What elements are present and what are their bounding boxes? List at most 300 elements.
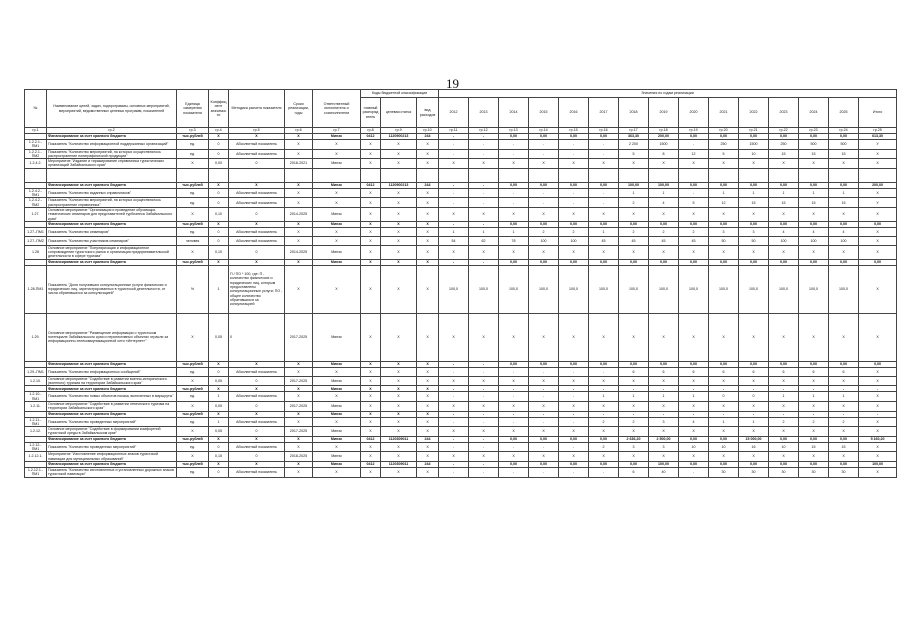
row-cell: 0,00 xyxy=(649,221,679,227)
row-cell: Х xyxy=(417,452,439,462)
row-cell: Минэк xyxy=(313,436,361,442)
row-cell: Х xyxy=(469,401,499,411)
row-cell: Х xyxy=(829,427,859,437)
header-values-group: Значения по годам реализации xyxy=(439,90,897,98)
row-cell: 0,00 xyxy=(739,361,769,367)
row-cell xyxy=(229,168,285,182)
header-year: 2016 xyxy=(559,98,589,128)
row-cell: Х xyxy=(381,207,417,221)
header-codes-group: Коды бюджетной классификации xyxy=(361,90,439,98)
header-year: 2020 xyxy=(679,98,709,128)
table-row xyxy=(25,227,897,236)
row-cell: 0,00 xyxy=(529,182,559,188)
row-cell: Х xyxy=(417,401,439,411)
row-cell: Х xyxy=(209,259,229,265)
row-cell: 0,00 xyxy=(709,182,739,188)
row-cell: - xyxy=(859,411,897,417)
row-cell: Х xyxy=(209,411,229,417)
row-cell: Х xyxy=(361,417,381,427)
row-cell: - xyxy=(559,417,589,427)
row-cell: 0,00 xyxy=(859,361,897,367)
row-cell: тыс.рублей xyxy=(177,436,209,442)
row-cell: 0,00 xyxy=(679,461,709,467)
row-cell: 1 xyxy=(709,188,739,198)
row-cell: 0,00 xyxy=(589,182,619,188)
row-cell: 16 xyxy=(739,442,769,452)
row-cell: - xyxy=(469,134,499,140)
row-cell: Х xyxy=(177,427,209,437)
row-cell: 50 xyxy=(739,236,769,245)
column-number: гр.17 xyxy=(619,128,649,134)
row-number: 1.27.-ПМ2 xyxy=(25,236,47,245)
row-cell: 0,00 xyxy=(709,436,739,442)
row-cell: 0,05 xyxy=(209,401,229,411)
row-cell: 0,00 xyxy=(559,134,589,140)
row-cell: Х xyxy=(361,386,381,392)
row-name: Показатель "Количество новых объектов показа, включенных в маршруты" xyxy=(47,392,177,402)
row-cell: 500 xyxy=(829,140,859,150)
row-cell: Х xyxy=(417,467,439,477)
row-cell: 100,0 xyxy=(589,265,619,313)
row-cell: Х xyxy=(417,198,439,208)
row-cell: Х xyxy=(859,227,897,236)
row-cell: 1120309011 xyxy=(381,436,417,442)
row-cell: Х xyxy=(313,467,361,477)
row-cell: Х xyxy=(229,134,285,140)
row-cell: Х xyxy=(313,149,361,159)
row-cell: 45 xyxy=(619,236,649,245)
row-cell: 15 xyxy=(829,149,859,159)
row-cell: 0,00 xyxy=(739,134,769,140)
row-cell: 0 xyxy=(209,227,229,236)
row-cell: - xyxy=(589,188,619,198)
row-cell: - xyxy=(439,417,469,427)
row-cell: - xyxy=(589,198,619,208)
row-cell: - xyxy=(469,411,499,417)
row-cell: - xyxy=(439,392,469,402)
row-cell: 1 xyxy=(469,227,499,236)
row-cell: Х xyxy=(859,401,897,411)
row-cell: Х xyxy=(649,452,679,462)
row-cell: 6 xyxy=(739,367,769,376)
row-cell: 0,00 xyxy=(739,221,769,227)
row-cell: Х xyxy=(709,313,739,361)
row-cell: - xyxy=(799,411,829,417)
row-cell: 244 xyxy=(417,461,439,467)
row-cell xyxy=(209,168,229,182)
row-cell: 1 xyxy=(209,417,229,427)
row-cell: Х xyxy=(313,367,361,376)
header-total: Итого xyxy=(859,98,897,128)
row-cell: Минэк xyxy=(313,411,361,417)
row-cell: - xyxy=(439,461,469,467)
row-cell: 0 xyxy=(229,207,285,221)
row-cell: 45 xyxy=(589,236,619,245)
row-cell: 5 xyxy=(709,149,739,159)
row-cell: 0,00 xyxy=(529,134,559,140)
row-cell: - xyxy=(499,417,529,427)
row-cell: Минэк xyxy=(313,182,361,188)
row-cell: 3 xyxy=(739,227,769,236)
column-number: гр.20 xyxy=(709,128,739,134)
row-cell: Х xyxy=(417,221,439,227)
row-cell xyxy=(679,168,709,182)
row-cell: Х xyxy=(859,245,897,259)
row-cell: 2 xyxy=(589,442,619,452)
row-cell: 10 xyxy=(739,149,769,159)
row-cell: 15 xyxy=(829,198,859,208)
row-cell: Х xyxy=(859,452,897,462)
header-year: 2023 xyxy=(769,98,799,128)
row-name: Показатель "Количество участников семинаров" xyxy=(47,236,177,245)
row-cell: Х xyxy=(417,207,439,221)
row-name: Финансирование за счет краевого бюджета xyxy=(47,436,177,442)
row-cell: 0 xyxy=(229,401,285,411)
row-cell: - xyxy=(679,467,709,477)
row-cell: - xyxy=(559,392,589,402)
row-name: Показатель "Количество информационной поддержанных организаций" xyxy=(47,140,177,150)
row-cell: Х xyxy=(499,207,529,221)
row-cell: - xyxy=(559,467,589,477)
header-year: 2015 xyxy=(529,98,559,128)
row-number: 1.2.10. xyxy=(25,376,47,386)
row-cell: Х xyxy=(381,411,417,417)
column-number: гр.7 xyxy=(313,128,361,134)
row-cell: 6 xyxy=(619,367,649,376)
row-cell: Х xyxy=(649,207,679,221)
row-cell: Х xyxy=(361,376,381,386)
row-cell: - xyxy=(499,467,529,477)
row-name: Показатель "Количество мероприятий, на которых осуществлялось распространение полиграфической продукции" xyxy=(47,149,177,159)
row-cell: Х xyxy=(417,313,439,361)
row-cell: - xyxy=(649,411,679,417)
row-cell: 1 xyxy=(209,392,229,402)
row-cell: Абсолютный показатель xyxy=(229,188,285,198)
row-cell: - xyxy=(439,367,469,376)
row-cell: Х xyxy=(829,159,859,169)
row-cell: У xyxy=(859,198,897,208)
row-cell: Х xyxy=(361,159,381,169)
row-cell: Х xyxy=(739,427,769,437)
page-number: 19 xyxy=(446,76,459,91)
row-cell: 1 xyxy=(799,188,829,198)
row-cell: 2017-2025 xyxy=(285,427,313,437)
row-cell: 0 xyxy=(209,236,229,245)
row-number: 1.2.12.1. xyxy=(25,452,47,462)
row-cell: Х xyxy=(799,401,829,411)
row-cell: Х xyxy=(229,386,285,392)
row-cell: 5 xyxy=(619,149,649,159)
row-cell: Х xyxy=(739,207,769,221)
row-cell: 0,00 xyxy=(619,361,649,367)
row-cell: Х xyxy=(619,313,649,361)
table-row xyxy=(25,168,897,182)
row-cell: 10 xyxy=(709,442,739,452)
row-number: 1.28-ПМ1 xyxy=(25,265,47,313)
row-cell: - xyxy=(769,411,799,417)
row-cell: - xyxy=(559,198,589,208)
row-cell: Х xyxy=(499,452,529,462)
row-cell: 0,00 xyxy=(859,259,897,265)
row-cell: 0,00 xyxy=(709,221,739,227)
row-cell: Х xyxy=(709,452,739,462)
row-cell: 15 xyxy=(799,442,829,452)
row-cell: Минэк xyxy=(313,221,361,227)
row-cell: - xyxy=(529,386,559,392)
row-cell: Х xyxy=(859,442,897,452)
row-cell: Х xyxy=(859,159,897,169)
row-cell xyxy=(529,168,559,182)
row-cell: 0,00 xyxy=(829,221,859,227)
row-cell: 15 000,00 xyxy=(739,436,769,442)
table-row xyxy=(25,313,897,361)
row-cell: - xyxy=(469,259,499,265)
row-cell: Минэк xyxy=(313,134,361,140)
row-cell: 6 xyxy=(649,367,679,376)
row-cell: 6 xyxy=(709,367,739,376)
row-cell: 0,00 xyxy=(679,259,709,265)
row-cell: Х xyxy=(859,265,897,313)
row-cell: 100,0 xyxy=(829,265,859,313)
row-cell: - xyxy=(559,149,589,159)
row-cell: 15 xyxy=(829,442,859,452)
column-number: гр.10 xyxy=(417,128,439,134)
row-cell: Х xyxy=(859,467,897,477)
row-cell: Х xyxy=(285,467,313,477)
row-cell: - xyxy=(469,367,499,376)
row-cell: 5 xyxy=(679,198,709,208)
row-cell: 100,00 xyxy=(619,182,649,188)
row-number: 1.2.11. xyxy=(25,401,47,411)
row-cell: 6 xyxy=(829,367,859,376)
row-cell: Х xyxy=(439,401,469,411)
row-cell: Х xyxy=(285,236,313,245)
row-cell: 100,0 xyxy=(679,265,709,313)
row-cell: 0,00 xyxy=(799,461,829,467)
row-cell: 2 xyxy=(619,227,649,236)
row-cell: тыс.рублей xyxy=(177,461,209,467)
row-cell: - xyxy=(529,198,559,208)
row-cell: Х xyxy=(709,427,739,437)
row-cell: Х xyxy=(499,245,529,259)
row-cell: 0,00 xyxy=(649,361,679,367)
row-cell xyxy=(177,168,209,182)
row-cell: - xyxy=(469,149,499,159)
row-cell: Х xyxy=(285,140,313,150)
row-cell: Х xyxy=(619,376,649,386)
row-cell: - xyxy=(529,149,559,159)
row-name: Показатель "Количество семинаров" xyxy=(47,227,177,236)
header-no: № xyxy=(25,90,47,128)
row-cell: Х xyxy=(589,159,619,169)
row-cell: Х xyxy=(439,427,469,437)
row-cell xyxy=(619,168,649,182)
row-cell: Х xyxy=(177,245,209,259)
row-cell: - xyxy=(589,140,619,150)
row-cell: Х xyxy=(559,401,589,411)
row-number: 1.2.12. xyxy=(25,427,47,437)
row-cell: Х xyxy=(559,376,589,386)
row-cell: Х xyxy=(439,313,469,361)
row-cell: 0,00 xyxy=(499,361,529,367)
row-cell: - xyxy=(529,140,559,150)
row-cell: - xyxy=(499,198,529,208)
row-cell: 3 xyxy=(649,417,679,427)
row-cell: Х xyxy=(313,265,361,313)
table-row xyxy=(25,140,897,150)
row-cell: 3 xyxy=(709,227,739,236)
row-cell: Х xyxy=(529,245,559,259)
row-cell: Х xyxy=(285,442,313,452)
row-cell: 0,00 xyxy=(709,134,739,140)
row-cell: Х xyxy=(381,149,417,159)
row-cell: Х xyxy=(381,265,417,313)
row-cell: Х xyxy=(529,452,559,462)
row-cell: - xyxy=(769,386,799,392)
row-number: 1.27. xyxy=(25,207,47,221)
row-cell: Абсолютный показатель xyxy=(229,392,285,402)
row-cell: 45 xyxy=(679,236,709,245)
row-cell: Х xyxy=(589,313,619,361)
row-name: Основное мероприятие "Организация и проведение обучающих тематических семинаров для представителей турбизнеса Забайкальского края" xyxy=(47,207,177,221)
row-cell: Х xyxy=(209,182,229,188)
row-cell: 500 xyxy=(799,140,829,150)
header-year: 2024 xyxy=(799,98,829,128)
row-cell: 2 xyxy=(529,227,559,236)
row-cell: Х xyxy=(285,411,313,417)
row-cell: 0,00 xyxy=(499,182,529,188)
row-cell: Х xyxy=(229,259,285,265)
row-cell: 0,00 xyxy=(679,221,709,227)
row-cell: Х xyxy=(829,245,859,259)
row-cell: Х xyxy=(177,452,209,462)
row-cell xyxy=(469,168,499,182)
row-cell: Х xyxy=(529,376,559,386)
row-cell: Х xyxy=(381,386,417,392)
row-cell: Х xyxy=(469,245,499,259)
row-cell: Х xyxy=(381,361,417,367)
row-cell: 0,10 xyxy=(209,207,229,221)
row-cell: 3 xyxy=(619,442,649,452)
row-cell: 0,00 xyxy=(829,361,859,367)
row-number: 1.2.11.-ПМ1 xyxy=(25,417,47,427)
row-cell: Х xyxy=(529,159,559,169)
row-cell: Х xyxy=(361,245,381,259)
row-cell: Х xyxy=(679,401,709,411)
row-cell: Х xyxy=(859,376,897,386)
row-cell: 1 xyxy=(679,392,709,402)
row-cell: Х xyxy=(649,401,679,411)
row-cell: Минэк xyxy=(313,461,361,467)
row-cell: 4 xyxy=(829,227,859,236)
row-cell: Х xyxy=(229,361,285,367)
row-cell: Х xyxy=(619,207,649,221)
row-cell: - xyxy=(439,361,469,367)
row-cell: 40 xyxy=(649,467,679,477)
row-cell: Минэк xyxy=(313,452,361,462)
row-cell: Х xyxy=(361,401,381,411)
row-cell: Х xyxy=(209,361,229,367)
row-cell: 0,00 xyxy=(589,461,619,467)
row-cell xyxy=(381,168,417,182)
row-cell: 2017-2025 xyxy=(285,376,313,386)
row-cell: 1 xyxy=(209,265,229,313)
row-cell: 0 xyxy=(739,392,769,402)
row-name: Мероприятие "Изготовление информационных знаков туристской навигации для муниципальных образований" xyxy=(47,452,177,462)
row-cell: Х xyxy=(381,245,417,259)
row-cell: - xyxy=(739,386,769,392)
row-cell: 0,00 xyxy=(559,461,589,467)
row-cell: - xyxy=(619,386,649,392)
row-cell: - xyxy=(439,198,469,208)
row-cell: Х xyxy=(859,207,897,221)
row-cell: 2 500,00 xyxy=(649,436,679,442)
row-cell: 0,00 xyxy=(529,361,559,367)
header-year: 2012 xyxy=(439,98,469,128)
row-cell: тыс.рублей xyxy=(177,411,209,417)
header-year: 2017 xyxy=(589,98,619,128)
row-cell: Х xyxy=(417,442,439,452)
row-cell: 0,00 xyxy=(589,361,619,367)
row-cell: 30 xyxy=(799,467,829,477)
row-cell: Х xyxy=(469,427,499,437)
row-cell: Х xyxy=(381,376,417,386)
row-cell: Х xyxy=(361,149,381,159)
row-cell: - xyxy=(469,386,499,392)
row-cell: тыс.рублей xyxy=(177,182,209,188)
row-cell: Х xyxy=(769,313,799,361)
row-cell: П / ПО * 100, где: П - количество физических и юридических лиц, которым предоставлены консультационные услуги; ПО - общее количество обратившихся за консультацией xyxy=(229,265,285,313)
row-cell: 0,00 xyxy=(499,259,529,265)
header-executor: Ответственный исполнитель и соисполнители xyxy=(313,90,361,128)
row-cell: Абсолютный показатель xyxy=(229,236,285,245)
row-cell: 100,00 xyxy=(649,182,679,188)
row-cell xyxy=(589,168,619,182)
row-cell: - xyxy=(559,411,589,417)
row-cell: 1500 xyxy=(649,140,679,150)
row-cell: 1 xyxy=(829,392,859,402)
row-number: 1.28 xyxy=(25,245,47,259)
row-cell: 1 xyxy=(439,227,469,236)
row-cell: 100,0 xyxy=(649,265,679,313)
row-cell: 5 160,20 xyxy=(859,436,897,442)
row-cell: Х xyxy=(769,207,799,221)
row-cell: Х xyxy=(361,442,381,452)
row-cell: Х xyxy=(285,417,313,427)
row-cell: Х xyxy=(649,159,679,169)
row-cell: Х xyxy=(229,182,285,188)
row-cell: Х xyxy=(285,265,313,313)
row-cell: 0 xyxy=(209,467,229,477)
row-cell: Х xyxy=(381,417,417,427)
row-cell: Х xyxy=(177,313,209,361)
row-cell: Х xyxy=(209,386,229,392)
row-cell: 0,00 xyxy=(559,259,589,265)
column-number: гр.9 xyxy=(381,128,417,134)
row-cell: Х xyxy=(679,159,709,169)
row-cell: Х xyxy=(381,427,417,437)
row-cell: 0,00 xyxy=(799,134,829,140)
row-cell: 15 xyxy=(769,198,799,208)
row-cell: - xyxy=(439,221,469,227)
row-cell: - xyxy=(439,386,469,392)
row-cell: 2 xyxy=(649,227,679,236)
row-cell: Х xyxy=(709,376,739,386)
row-cell: Х xyxy=(859,367,897,376)
column-number: гр.19 xyxy=(679,128,709,134)
row-cell xyxy=(709,168,739,182)
row-name: Показатель "Количество мероприятий, на которых осуществлялось распространение справочника" xyxy=(47,198,177,208)
